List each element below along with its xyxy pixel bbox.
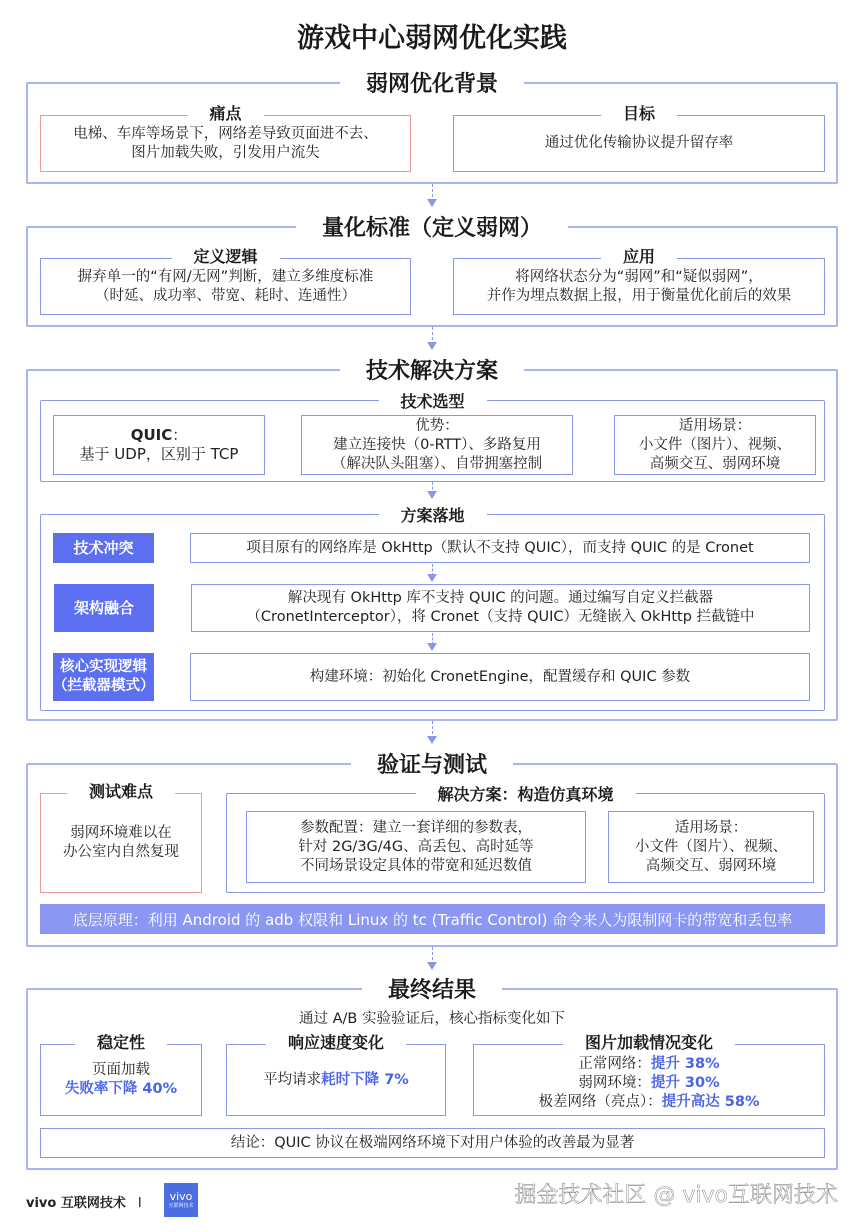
section-title: 弱网优化背景: [340, 67, 524, 98]
difficulty-line: 弱网环境难以在: [70, 825, 172, 841]
section-title: 技术解决方案: [340, 354, 524, 385]
logic-title: 定义逻辑: [171, 247, 279, 266]
verify-scenario-box: [608, 811, 814, 883]
params-line: 不同场景设定具体的带宽和延迟数值: [300, 857, 532, 874]
result-subtitle: 通过 A/B 实验验证后，核心指标变化如下: [299, 1011, 565, 1027]
label-line: 核心实现逻辑: [60, 659, 147, 675]
params-line: 参数配置：建立一套详细的参数表，: [300, 819, 532, 836]
arrow-head-icon: [427, 962, 437, 970]
goal-box: [453, 104, 825, 172]
difficulty-title: 测试难点: [67, 782, 175, 801]
step-box-core: [190, 653, 810, 701]
arrow-head-icon: [427, 342, 437, 350]
arrow-head-icon: [427, 643, 437, 651]
quic-heading: QUIC：: [130, 426, 188, 444]
label-line: （拦截器模式）: [53, 678, 155, 694]
apply-box: [453, 247, 825, 315]
section-title: 最终结果: [362, 973, 502, 1004]
stability-line: 页面加载: [92, 1062, 150, 1078]
principle-banner: 底层原理：利用 Android 的 adb 权限和 Linux 的 tc (Traffic Control) 命令来人为限制网卡的带宽和丢包率: [40, 904, 825, 934]
page-title: 游戏中心弱网优化实践: [297, 23, 567, 54]
arrow-head-icon: [427, 736, 437, 744]
quic-box: [53, 415, 265, 475]
step-box-architecture: [191, 584, 810, 632]
difficulty-line: 办公室内自然复现: [63, 844, 179, 860]
landing-title: 方案落地: [378, 503, 486, 526]
image-title: 图片加载情况变化: [563, 1033, 735, 1052]
apply-line: 将网络状态分为“弱网”和“疑似弱网”，: [515, 268, 763, 285]
speed-box: [226, 1033, 446, 1116]
image-row: 正常网络：提升 38%: [578, 1055, 720, 1072]
vivo-logo: vivo 互联网技术: [164, 1183, 198, 1217]
image-row: 极差网络（亮点）：提升高达 58%: [538, 1093, 760, 1110]
footer-brand: vivo 互联网技术 I: [26, 1196, 142, 1211]
params-box: [246, 811, 586, 883]
quic-desc: 基于 UDP，区别于 TCP: [79, 445, 239, 463]
stability-title: 稳定性: [75, 1033, 167, 1052]
step-text: （CronetInterceptor），将 Cronet（支持 QUIC）无缝嵌入 OkHttp 拦截链中: [246, 609, 755, 625]
speed-title: 响应速度变化: [266, 1033, 406, 1052]
conclusion-box: [40, 1128, 825, 1158]
section-title: 量化标准（定义弱网）: [296, 211, 568, 242]
step-text: 项目原有的网络库是 OkHttp（默认不支持 QUIC），而支持 QUIC 的是 Cronet: [246, 539, 754, 556]
pain-box: [40, 104, 411, 172]
step-text: 解决现有 OkHttp 库不支持 QUIC 的问题。通过编写自定义拦截器: [287, 590, 714, 606]
speed-line: 平均请求耗时下降 7%: [263, 1071, 409, 1088]
step-label-core: [53, 653, 154, 701]
step-label-conflict: 技术冲突: [53, 533, 154, 563]
step-box-conflict: [190, 533, 810, 563]
logic-box: [40, 247, 411, 315]
conclusion-text: 结论：QUIC 协议在极端网络环境下对用户体验的改善最为显著: [230, 1134, 635, 1151]
stability-value: 失败率下降 40%: [64, 1081, 178, 1097]
scenario-line: 高频交互、弱网环境: [645, 857, 777, 874]
params-line: 针对 2G/3G/4G、高丢包、高时延等: [298, 838, 534, 855]
scenario-box: [614, 415, 816, 475]
scenario-head: 适用场景：: [678, 417, 752, 434]
selection-title: 技术选型: [378, 389, 486, 412]
arrow-head-icon: [427, 574, 437, 582]
watermark: 掘金技术社区 @ vivo互联网技术: [514, 1183, 838, 1208]
step-label-architecture: 架构融合: [54, 584, 154, 632]
arrow-head-icon: [427, 199, 437, 207]
apply-line: 并作为埋点数据上报，用于衡量优化前后的效果: [486, 287, 792, 304]
image-box: [473, 1033, 825, 1116]
logic-line: （时延、成功率、带宽、耗时、连通性）: [95, 287, 356, 304]
goal-title: 目标: [601, 104, 677, 123]
scenario-line: 高频交互、弱网环境: [649, 455, 781, 472]
section-title: 验证与测试: [351, 748, 513, 779]
scenario-line: 适用场景：: [674, 819, 748, 836]
scenario-line: 小文件（图片）、视频、: [634, 838, 788, 855]
arrow-head-icon: [427, 491, 437, 499]
advantage-line: 建立连接快（0-RTT）、多路复用: [333, 436, 541, 453]
pain-line: 电梯、车库等场景下，网络差导致页面进不去、: [73, 125, 378, 142]
advantage-head: 优势：: [415, 417, 459, 434]
scenario-line: 小文件（图片）、视频、: [638, 436, 792, 453]
image-row: 弱网环境：提升 30%: [578, 1074, 720, 1091]
stability-box: [40, 1033, 202, 1116]
advantage-box: [301, 415, 573, 475]
difficulty-box: [40, 782, 202, 893]
plan-title: 解决方案：构造仿真环境: [415, 782, 635, 805]
pain-line: 图片加载失败，引发用户流失: [131, 144, 320, 161]
pain-title: 痛点: [187, 104, 263, 123]
advantage-line: （解决队头阻塞）、自带拥塞控制: [331, 455, 543, 472]
apply-title: 应用: [601, 247, 677, 266]
logic-line: 摒弃单一的“有网/无网”判断，建立多维度标准: [77, 268, 374, 285]
goal-text: 通过优化传输协议提升留存率: [544, 135, 734, 151]
step-text: 构建环境：初始化 CronetEngine，配置缓存和 QUIC 参数: [309, 668, 691, 685]
